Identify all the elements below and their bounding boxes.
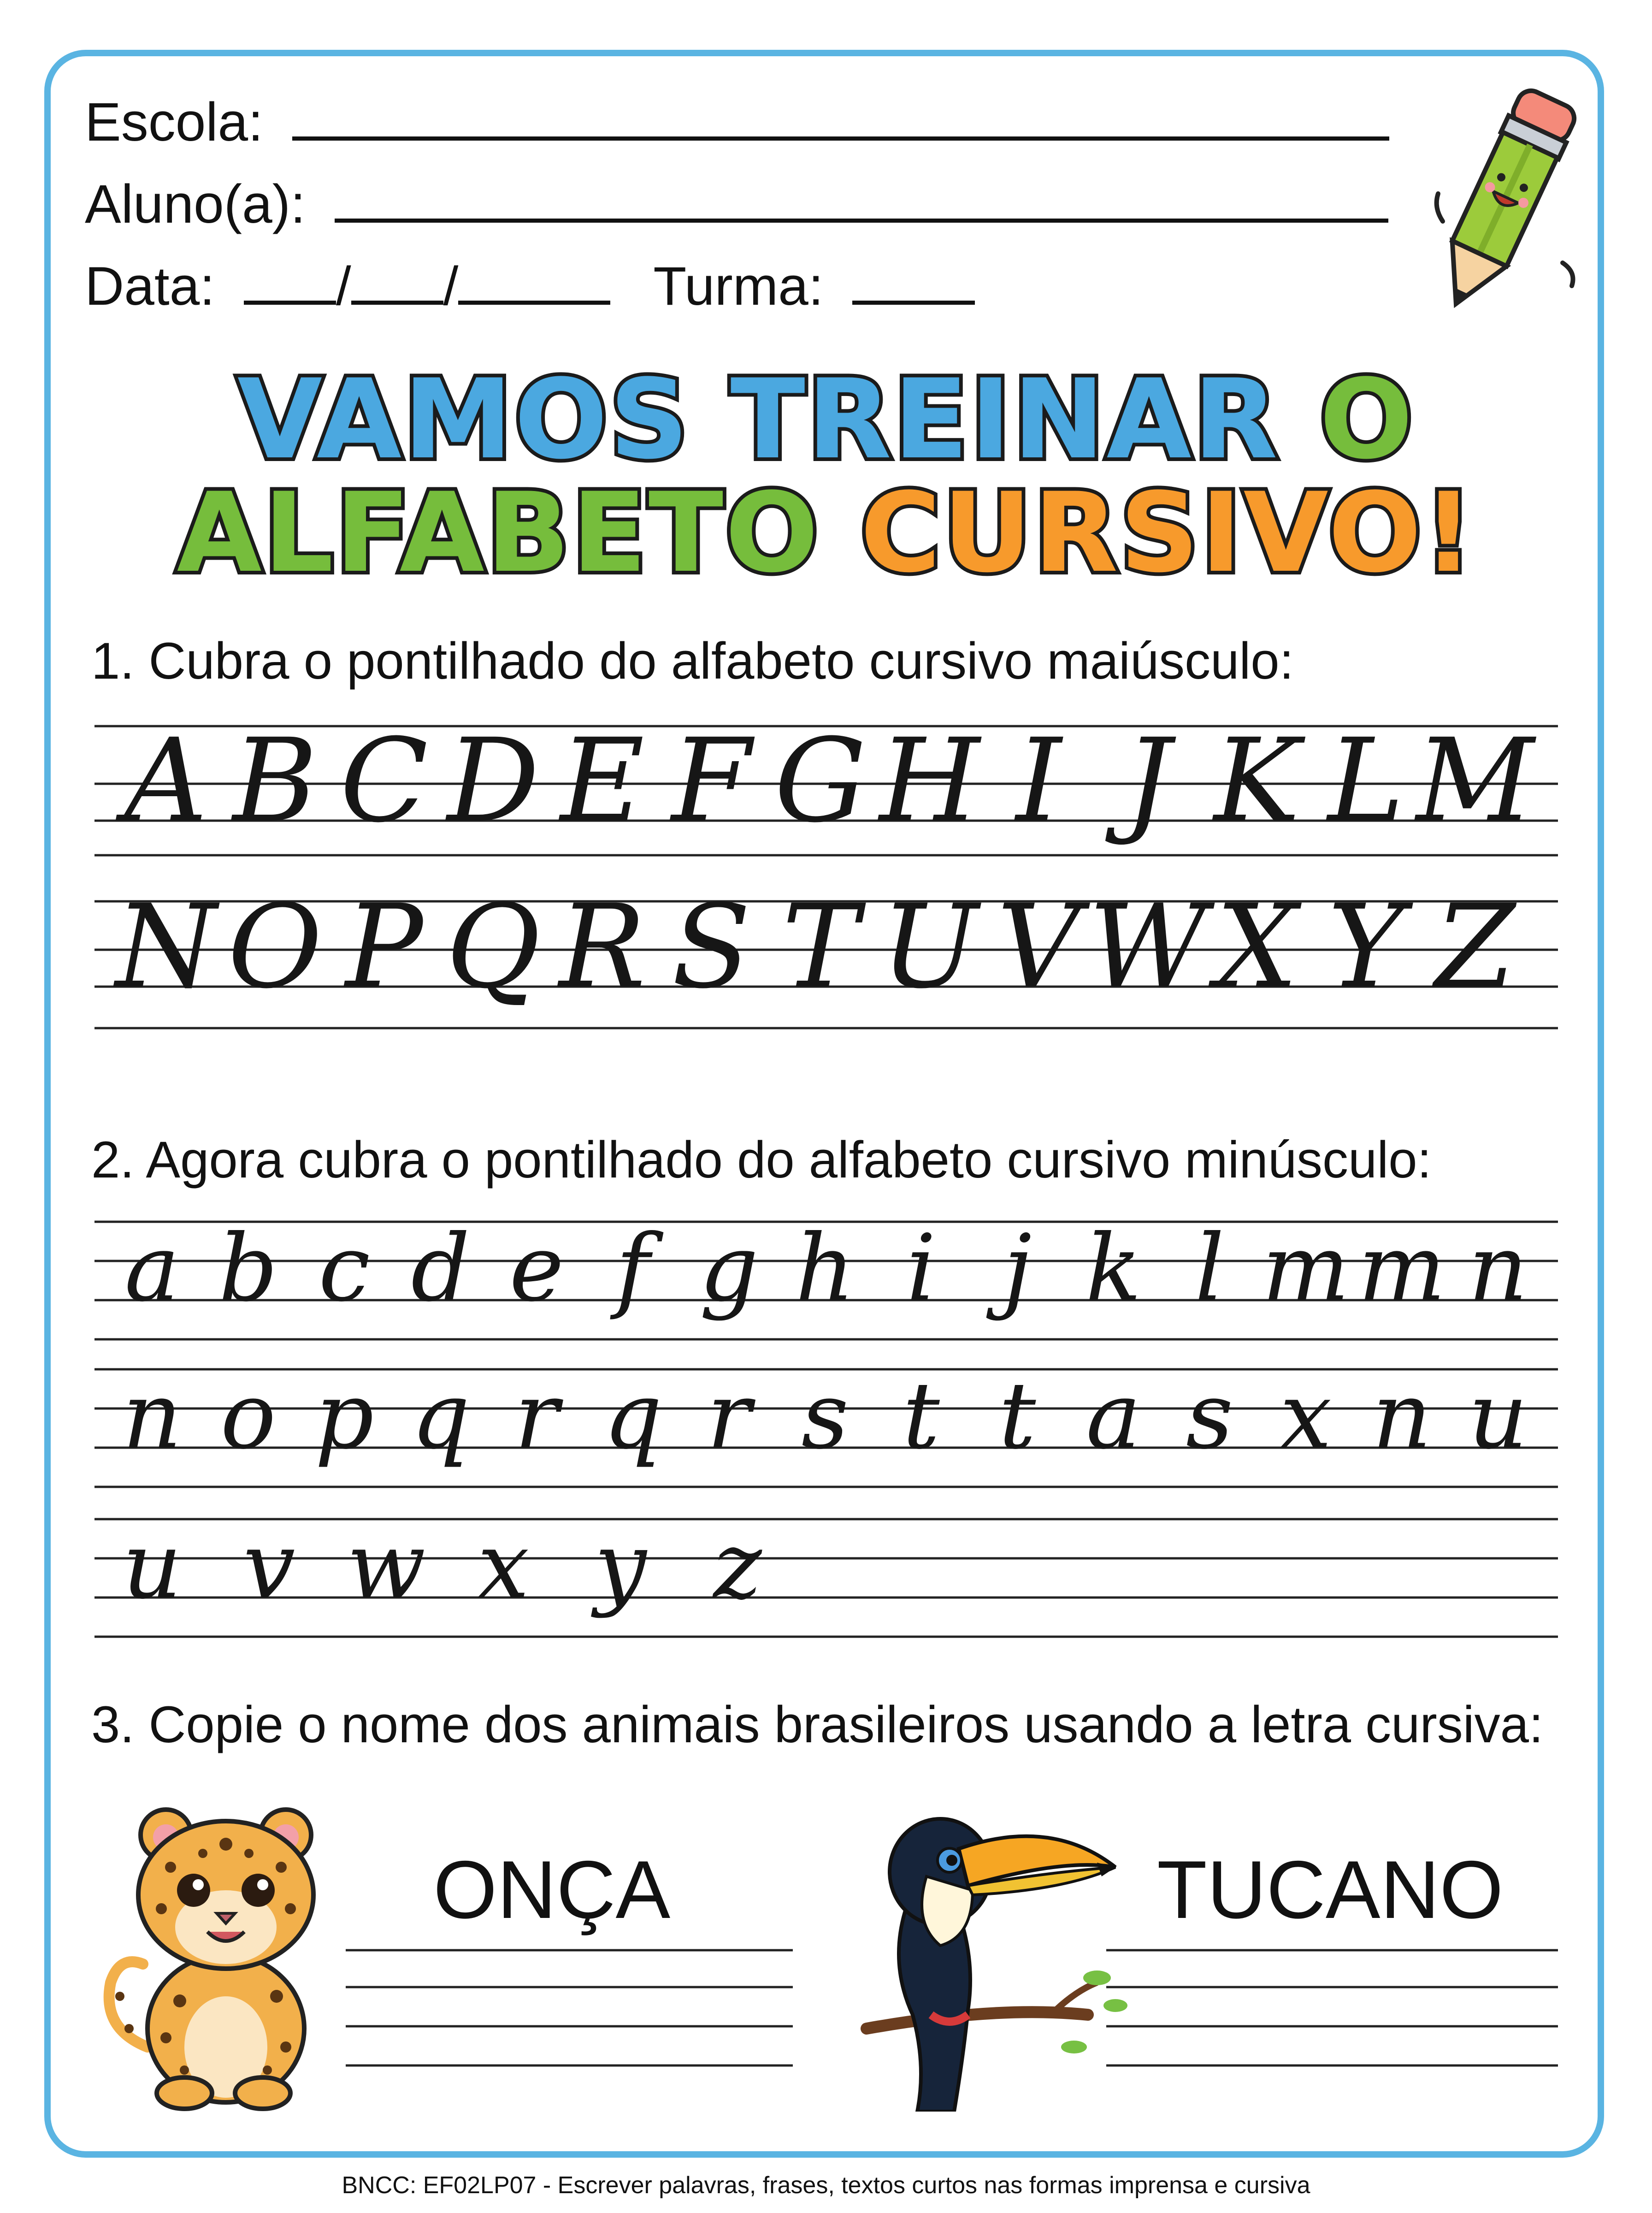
cursive-lowercase-letter: a [1086,1362,1141,1470]
cursive-uppercase-letter: G [774,714,867,848]
exercise-2-prompt: 2. Agora cubra o pontilhado do alfabeto cursivo minúsculo: [91,1131,1432,1189]
cursive-lowercase-letter: w [347,1512,426,1620]
animal-name-onca: ONÇA [433,1844,671,1935]
cursive-lowercase-letter: b [218,1215,278,1322]
cursive-lowercase-letter: d [411,1215,470,1322]
cursive-lowercase-letter: c [319,1215,371,1322]
student-label: Aluno(a): [85,174,306,235]
cursive-lowercase-letter: n [122,1362,182,1470]
cursive-uppercase-letter: I [1015,714,1062,848]
cursive-uppercase-letter: W [1088,880,1207,1014]
cursive-uppercase-letter: V [997,880,1080,1014]
cursive-uppercase-letter: C [340,714,428,848]
cursive-lowercase-letter: t [903,1362,940,1470]
cursive-lowercase-letter: a [124,1215,180,1322]
cursive-uppercase-letter: R [559,880,646,1014]
date-sep: / [336,256,351,317]
cursive-uppercase-letter: F [671,714,752,848]
cursive-lowercase-letter: h [795,1215,855,1322]
cursive-lowercase-letter: r [707,1362,751,1470]
cursive-uppercase-letter: T [782,880,859,1014]
cursive-uppercase-letter: U [881,880,979,1014]
cursive-lowercase-letter: p [315,1362,374,1470]
cursive-uppercase-letter: J [1124,714,1171,848]
cursive-lowercase-letter: x [477,1512,530,1620]
cursive-lowercase-letter: m [1358,1215,1446,1322]
class-label: Turma: [653,256,824,317]
cursive-lowercase-letter: l [1195,1215,1225,1322]
cursive-uppercase-letter: D [447,714,540,848]
cursive-lowercase-letter: v [243,1512,295,1620]
cursive-uppercase-letter: K [1214,714,1300,848]
cursive-lowercase-letter: t [998,1362,1036,1470]
toucan-icon [857,1798,1134,2112]
cursive-lowercase-letter: q [603,1362,662,1470]
cursive-lowercase-letter: e [509,1215,564,1322]
cursive-lowercase-letter: y [594,1512,647,1620]
cursive-lowercase-letter: i [906,1215,936,1322]
title-word-green: ALFABETO [177,469,820,597]
cursive-lowercase-letter: j [1003,1215,1032,1322]
cursive-lowercase-letter: f [615,1215,650,1322]
exercise-1-prompt: 1. Cubra o pontilhado do alfabeto cursivo maiúsculo: [91,632,1294,690]
cursive-lowercase-letter: n [1372,1362,1432,1470]
cursive-uppercase-letter: A [124,714,208,848]
cursive-lowercase-letter: s [801,1362,849,1470]
school-label: Escola: [85,92,263,153]
date-sep: / [443,256,459,317]
cursive-uppercase-letter: N [115,880,217,1014]
cursive-lowercase-letter: o [220,1362,276,1470]
cursive-lowercase-letter: n [1468,1215,1528,1322]
cursive-uppercase-letter: M [1416,714,1534,848]
exercise-3-prompt: 3. Copie o nome dos animais brasileiros usando a letra cursiva: [91,1696,1544,1753]
animal-name-tucano: TUCANO [1157,1844,1504,1935]
title-word-green: O [1319,356,1415,484]
cursive-uppercase-letter: S [672,880,751,1014]
cursive-uppercase-letter: B [232,714,318,848]
cursive-uppercase-letter: X [1215,880,1298,1014]
cursive-uppercase-letter: Z [1435,880,1515,1014]
cursive-uppercase-letter: H [879,714,980,848]
cursive-lowercase-letter: m [1262,1215,1350,1322]
cursive-uppercase-letter: Q [446,880,541,1014]
cursive-uppercase-letter: P [345,880,423,1014]
jaguar-cub-icon [92,1789,350,2112]
cursive-lowercase-letter: z [713,1512,762,1620]
cursive-uppercase-letter: L [1328,714,1404,848]
cursive-lowercase-letter: u [122,1512,182,1620]
cursive-uppercase-letter: O [228,880,323,1014]
cursive-lowercase-letter: r [514,1362,559,1470]
cursive-lowercase-letter: s [1186,1362,1233,1470]
cursive-lowercase-letter: q [411,1362,470,1470]
title-word-orange: CURSIVO! [860,469,1475,597]
cursive-uppercase-letter: E [560,714,644,848]
cursive-lowercase-letter: k [1086,1215,1142,1322]
cursive-lowercase-letter: u [1468,1362,1528,1470]
cursive-lowercase-letter: g [699,1215,759,1322]
bncc-footer: BNCC: EF02LP07 - Escrever palavras, frases, textos curtos nas formas imprensa e cursiva [342,2172,1310,2199]
title-word-blue: VAMOS TREINAR [237,356,1280,484]
cursive-lowercase-letter: x [1280,1362,1332,1470]
cursive-uppercase-letter: Y [1328,880,1404,1014]
date-label: Data: [85,256,215,317]
